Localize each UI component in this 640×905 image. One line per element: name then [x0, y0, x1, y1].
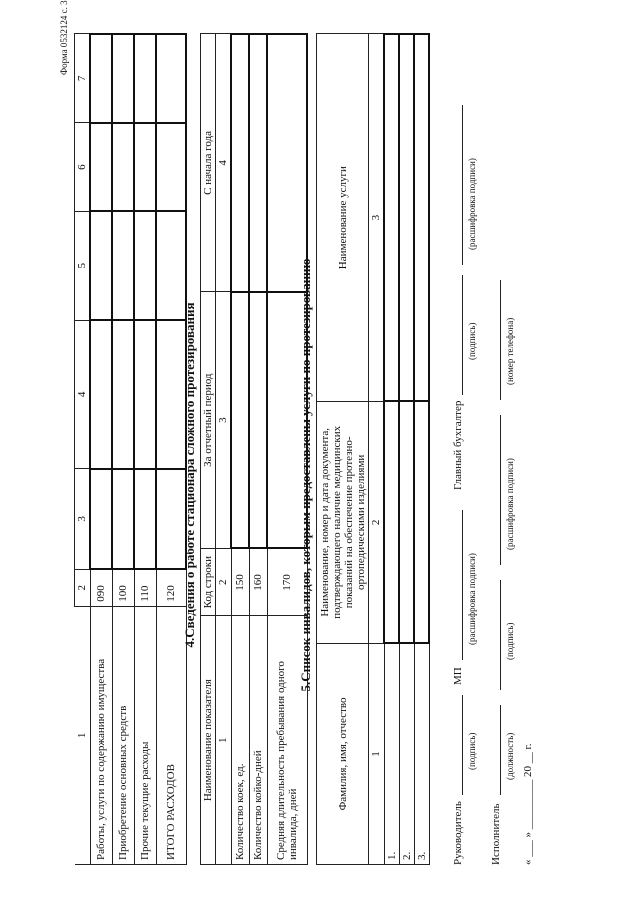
header-cell: За отчетный период [201, 292, 216, 549]
row-label: Средняя длительность пребывания одного инвалида, дней [267, 616, 307, 865]
mp-label: МП [452, 667, 464, 685]
row-label: ИТОГО РАСХОДОВ [156, 606, 186, 864]
cell[interactable] [414, 34, 429, 401]
col-number: 3 [369, 34, 385, 401]
executor-signature-caption: (подпись) [505, 622, 515, 660]
cell[interactable] [399, 34, 414, 401]
row-code: 110 [134, 569, 156, 606]
table-row [414, 34, 429, 865]
head-decoding-caption: (расшифровка подписи) [467, 553, 477, 645]
col-number: 3 [75, 469, 91, 570]
cell[interactable] [414, 401, 429, 643]
col-number: 7 [75, 34, 91, 123]
cell[interactable] [90, 123, 112, 212]
col-number: 5 [75, 211, 91, 320]
cell[interactable] [156, 123, 186, 212]
table-row [231, 34, 249, 865]
cell[interactable] [90, 469, 112, 570]
col-number: 2 [75, 569, 91, 606]
row-code: 120 [156, 569, 186, 606]
executor-decoding-line[interactable] [500, 415, 501, 565]
header-cell: Наименование услуги [317, 34, 369, 401]
cell[interactable] [112, 320, 134, 468]
head-signature-line[interactable] [462, 695, 463, 795]
table-row [90, 34, 112, 865]
col-number: 1 [369, 643, 385, 864]
cell[interactable] [384, 401, 399, 643]
row-label: Количество койко-дней [249, 616, 267, 865]
header-cell: Наименование показателя [201, 616, 216, 865]
row-label: Работы, услуги по содержанию имущества [90, 606, 112, 864]
executor-position-line[interactable] [500, 705, 501, 795]
cell[interactable] [90, 34, 112, 123]
col-number: 4 [216, 34, 232, 292]
row-label: Приобретение основных средств [112, 606, 134, 864]
cell[interactable] [231, 292, 249, 549]
cell[interactable] [249, 292, 267, 549]
form-label: Форма 0532124 с. 3 [59, 0, 69, 75]
cell[interactable] [231, 34, 249, 292]
table-row [369, 34, 385, 865]
table-row [75, 34, 91, 865]
col-number: 4 [75, 320, 91, 468]
table-row [249, 34, 267, 865]
chief-accountant-label: Главный бухгалтер [452, 400, 464, 490]
row-code: 160 [249, 549, 267, 616]
row-number: 2. [399, 643, 414, 864]
row-code: 150 [231, 549, 249, 616]
cell[interactable] [112, 211, 134, 320]
table-row [384, 34, 399, 865]
row-code: 090 [90, 569, 112, 606]
executor-decoding-caption: (расшифровка подписи) [505, 458, 515, 550]
date-line[interactable]: « ___ » _________ 20 __ г. [522, 743, 534, 865]
cell[interactable] [134, 123, 156, 212]
cell[interactable] [134, 469, 156, 570]
accountant-signature-line[interactable] [462, 275, 463, 395]
col-number: 2 [369, 401, 385, 643]
table-row [399, 34, 414, 865]
expenses-table [74, 33, 187, 865]
row-code: 100 [112, 569, 134, 606]
header-cell: С начала года [201, 34, 216, 292]
cell[interactable] [156, 34, 186, 123]
header-cell: Код строки [201, 549, 216, 616]
cell[interactable] [384, 34, 399, 401]
executor-position-caption: (должность) [505, 732, 515, 780]
head-signature-caption: (подпись) [467, 732, 477, 770]
row-number: 3. [414, 643, 429, 864]
col-number: 2 [216, 549, 232, 616]
cell[interactable] [90, 320, 112, 468]
cell[interactable] [134, 211, 156, 320]
col-number: 6 [75, 123, 91, 212]
row-code: 170 [267, 549, 307, 616]
section5-title: 5.Список инвалидов, которым предоставлены услуги по протезированию [298, 258, 313, 692]
table-row [201, 34, 216, 865]
table-row [317, 34, 369, 865]
accountant-decoding-caption: (расшифровка подписи) [467, 158, 477, 250]
table-row [216, 34, 232, 865]
section4-title: 4.Сведения о работе стационара сложного протезирования [182, 302, 197, 648]
header-cell: Наименование, номер и дата документа, подтверждающего наличие медицинских показаний на обеспечение протезно-ортопедическими изделиями [317, 401, 369, 643]
cell[interactable] [134, 34, 156, 123]
col-number: 1 [216, 616, 232, 865]
cell[interactable] [90, 211, 112, 320]
cell[interactable] [399, 401, 414, 643]
col-number: 3 [216, 292, 232, 549]
cell[interactable] [112, 34, 134, 123]
header-cell: Фамилия, имя, отчество [317, 643, 369, 864]
head-label: Руководитель [452, 801, 464, 865]
section5-table [316, 33, 430, 865]
row-label: Прочие текущие расходы [134, 606, 156, 864]
cell[interactable] [112, 123, 134, 212]
section4-table [200, 33, 308, 865]
executor-signature-line[interactable] [500, 580, 501, 690]
executor-label: Исполнитель [490, 803, 502, 865]
cell[interactable] [249, 34, 267, 292]
table-row [112, 34, 134, 865]
row-number: 1. [384, 643, 399, 864]
cell[interactable] [134, 320, 156, 468]
executor-phone-line[interactable] [500, 280, 501, 400]
cell[interactable] [112, 469, 134, 570]
head-decoding-line[interactable] [462, 510, 463, 660]
executor-phone-caption: (номер телефона) [505, 317, 515, 385]
col-number: 1 [75, 606, 91, 864]
accountant-signature-caption: (подпись) [467, 322, 477, 360]
accountant-decoding-line[interactable] [462, 105, 463, 265]
row-label: Количество коек, ед. [231, 616, 249, 865]
table-row [134, 34, 156, 865]
